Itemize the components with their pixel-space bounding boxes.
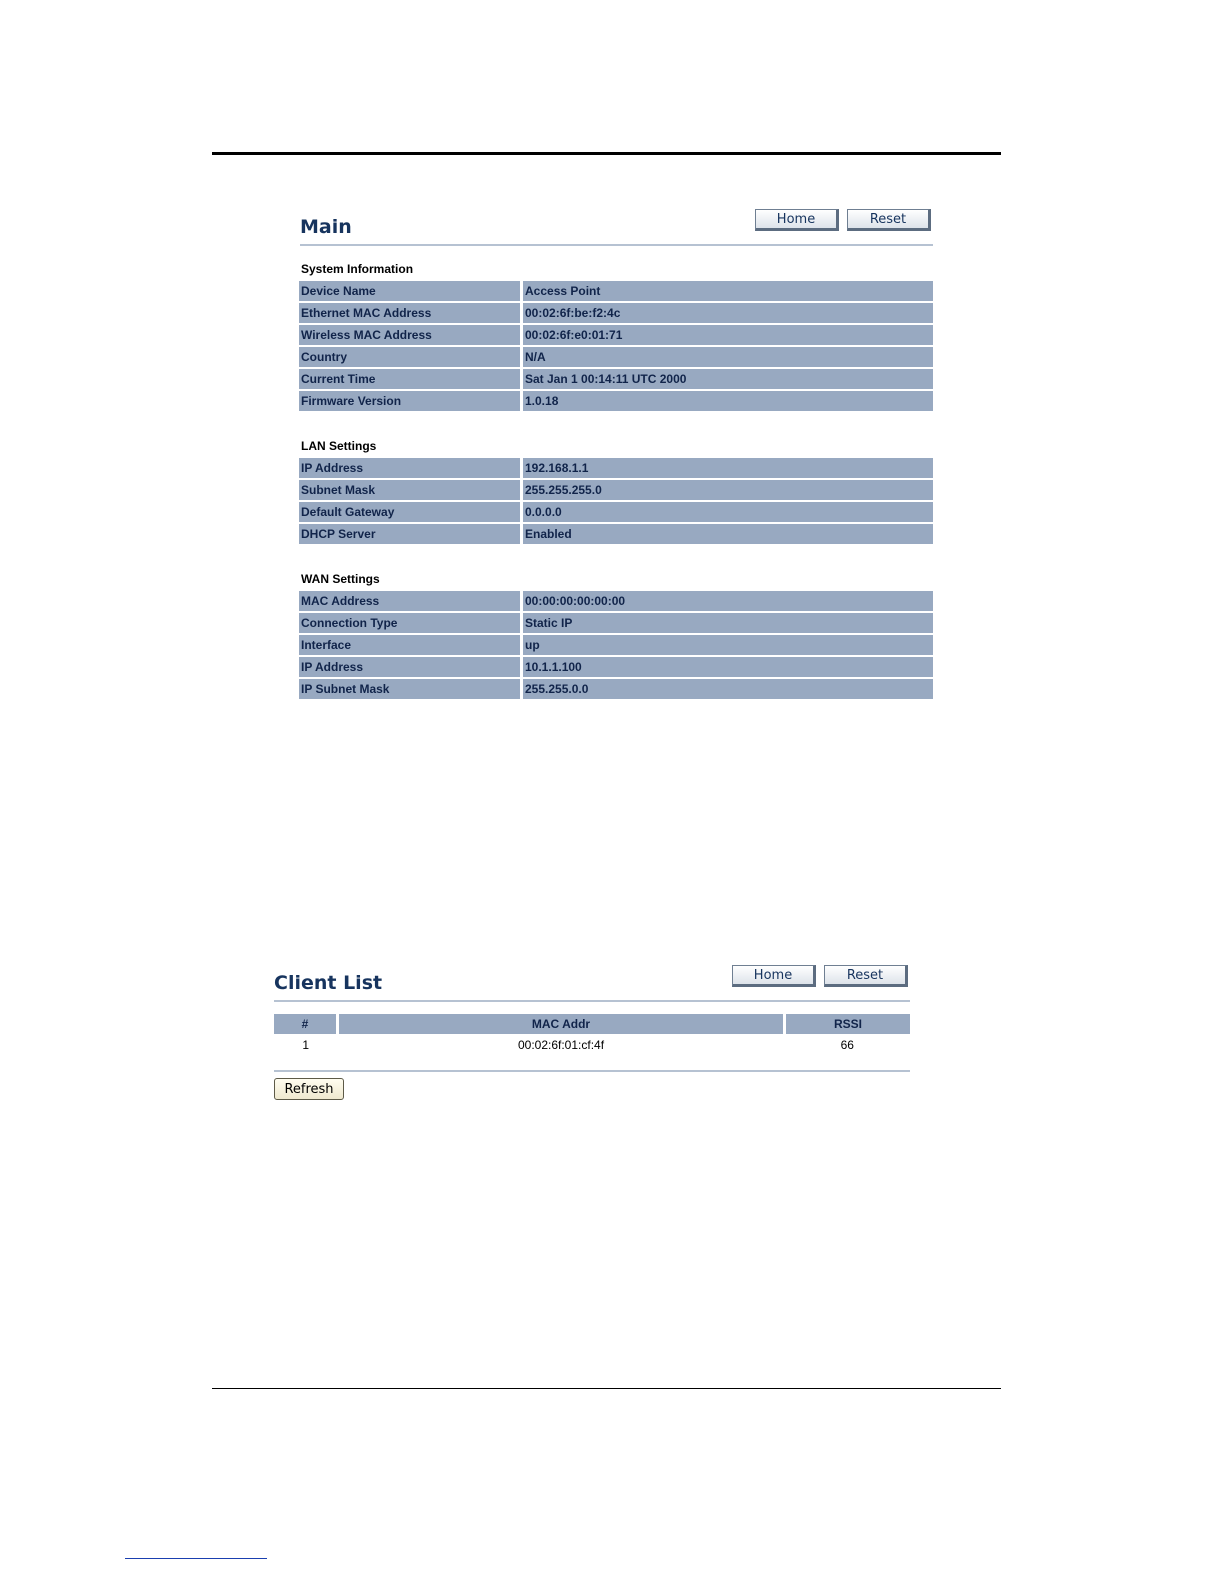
row-value: 00:00:00:00:00:00 [523,591,933,611]
client-rssi: 66 [840,1038,854,1052]
main-header [300,206,933,246]
main-header-buttons [755,209,931,231]
column-header-index: # [274,1014,338,1034]
row-value: Access Point [523,281,933,301]
row-label: Firmware Version [299,391,523,411]
row-value: Static IP [523,613,933,633]
table-row [299,391,933,411]
row-label: Subnet Mask [299,480,523,500]
wan-settings-heading: WAN Settings [301,572,380,586]
page-bottom-rule [212,1388,1001,1389]
table-row [299,657,933,677]
row-label: Default Gateway [299,502,523,522]
row-value: 0.0.0.0 [523,502,933,522]
column-header-mac: MAC Addr [338,1014,785,1034]
reset-button[interactable]: Reset [847,209,931,231]
table-row [299,591,933,611]
home-button[interactable]: Home [732,965,816,987]
client-list-divider [274,1070,910,1072]
row-label: Ethernet MAC Address [299,303,523,323]
system-information-heading: System Information [301,262,414,276]
lan-settings-heading: LAN Settings [301,439,377,453]
client-mac: 00:02:6f:01:cf:4f [517,1038,605,1052]
row-label: Connection Type [299,613,523,633]
table-row [299,281,933,301]
row-label: Device Name [299,281,523,301]
row-label: IP Subnet Mask [299,679,523,699]
home-button[interactable]: Home [755,209,839,231]
row-value: 192.168.1.1 [523,458,933,478]
table-row [299,480,933,500]
row-value: 1.0.18 [523,391,933,411]
table-header-row [274,1014,910,1034]
row-value: Sat Jan 1 00:14:11 UTC 2000 [523,369,933,389]
reset-button[interactable]: Reset [824,965,908,987]
main-panel [300,206,933,701]
client-list-panel [274,962,910,1100]
lan-settings-table [299,456,933,546]
row-value: up [523,635,933,655]
row-value: 10.1.1.100 [523,657,933,677]
table-row [299,347,933,367]
table-row [299,524,933,544]
table-row [299,679,933,699]
row-value: 00:02:6f:e0:01:71 [523,325,933,345]
row-label: IP Address [299,458,523,478]
client-list-title: Client List [274,972,383,994]
refresh-button[interactable]: Refresh [274,1078,344,1100]
page-title: Main [300,216,352,238]
row-label: DHCP Server [299,524,523,544]
table-row [274,1034,910,1056]
row-label: IP Address [299,657,523,677]
row-label: Interface [299,635,523,655]
table-row [299,635,933,655]
row-label: MAC Address [299,591,523,611]
footer-link-underline [125,1558,267,1559]
client-list-header [274,962,910,1002]
table-row [299,369,933,389]
column-header-rssi: RSSI [785,1014,911,1034]
table-row [299,613,933,633]
row-value: 255.255.255.0 [523,480,933,500]
row-value: 255.255.0.0 [523,679,933,699]
row-label: Country [299,347,523,367]
table-row [299,325,933,345]
row-label: Current Time [299,369,523,389]
page-top-rule [212,152,1001,155]
client-table [274,1014,910,1056]
system-information-table [299,279,933,413]
row-value: N/A [523,347,933,367]
client-list-header-buttons [732,965,908,987]
client-index: 1 [302,1038,310,1052]
table-row [299,502,933,522]
wan-settings-table [299,589,933,701]
row-value: Enabled [523,524,933,544]
table-row [299,458,933,478]
row-value: 00:02:6f:be:f2:4c [523,303,933,323]
table-row [299,303,933,323]
row-label: Wireless MAC Address [299,325,523,345]
